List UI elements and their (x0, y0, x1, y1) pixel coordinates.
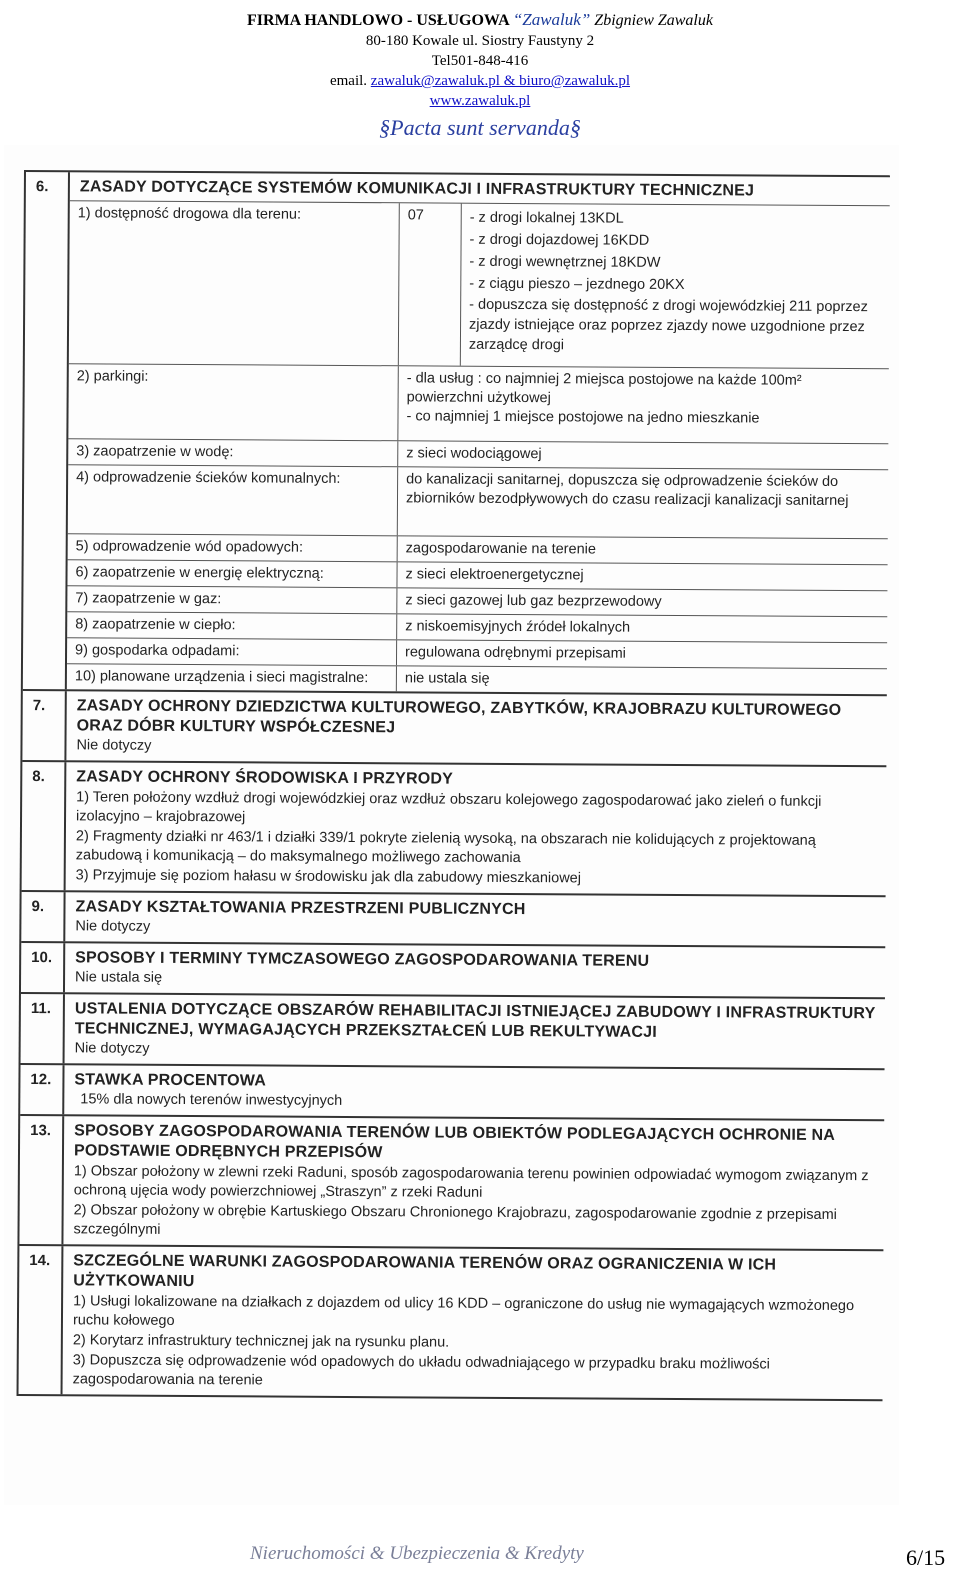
section-12 (20, 1065, 884, 1121)
list-item: - z drogi dojazdowej 16KDD (469, 231, 650, 249)
email-prefix: email. (329, 73, 368, 89)
row-value: z niskoemisyjnych źródeł lokalnych (405, 618, 631, 636)
row-label: 5) odprowadzenie wód opadowych: (68, 534, 398, 561)
section-7 (22, 691, 886, 767)
section-number: 10. (21, 943, 65, 992)
row-label: 9) gospodarka odpadami: (67, 638, 397, 665)
list-item: 1) Obszar położony w zlewni rzeki Raduni, sposób zagospodarowania terenu powinien odpowiadać wymogom związanym z ochroną ujęcia wody powierzchniowej „Straszyn” z rzeki Raduni (73, 1163, 869, 1201)
list-item: 1) Usługi lokalizowane na działkach z dojazdem od ulicy 16 KDD – ograniczone do usług nie wymagających wzmożonego ruchu kołowego (72, 1293, 855, 1329)
section-text: Nie ustala się (75, 969, 163, 986)
section-10 (21, 943, 885, 999)
page-number: 6/15 (906, 1545, 946, 1570)
section-body (64, 1065, 884, 1119)
section-title: ZASADY DOTYCZĄCE SYSTEMÓW KOMUNIKACJI I INFRASTRUKTURY TECHNICZNEJ (79, 178, 755, 200)
row-value: regulowana odrębnymi przepisami (405, 644, 626, 662)
brand-logo: “Zawaluk” (512, 10, 591, 29)
section-text (76, 788, 879, 890)
section-title: ZASADY KSZTAŁTOWANIA PRZESTRZENI PUBLICZNYCH (75, 898, 526, 919)
section-text: Nie dotyczy (76, 737, 152, 754)
list-item: 2) Obszar położony w obrębie Kartuskiego Obszaru Chronionego Krajobrazu, zagospodarowanie zgodnie z przepisami szczególnymi (73, 1202, 837, 1238)
section-number: 14. (19, 1246, 64, 1394)
row-label: 2) parkingi: (68, 364, 398, 440)
section-body (65, 943, 885, 997)
row-label: 1) dostępność drogowa dla terenu: (69, 201, 400, 365)
section-body (67, 172, 890, 694)
row-value: z sieci gazowej lub gaz bezprzewodowy (405, 592, 662, 610)
row-value (398, 366, 888, 443)
scanned-page (4, 145, 899, 1505)
row-value: nie ustala się (404, 670, 490, 687)
row-label: 7) zaopatrzenie w gaz: (67, 586, 397, 613)
section-title: STAWKA PROCENTOWA (74, 1071, 267, 1090)
infrastructure-rows (67, 200, 890, 694)
list-item: 2) Fragmenty działki nr 463/1 i działki 339/1 pokryte zielenią wysoką, na obszarach nie kolidujących z projektowaną zabudową i komunikacją – do maksymalnego możliwego zachowania (75, 828, 816, 867)
address: 80-180 Kowale ul. Siostry Faustyny 2 (365, 33, 595, 49)
parking-rule: - dla usług : co najmniej 2 miejsca postojowe na każde 100m² powierzchni użytkowej (406, 370, 802, 407)
website-link[interactable]: www.zawaluk.pl (429, 93, 531, 109)
list-item: - z drogi lokalnej 13KDL (469, 209, 624, 227)
section-body (65, 892, 885, 946)
section-title: SPOSOBY ZAGOSPODAROWANIA TERENÓW LUB OBIEKTÓW PODLEGAJĄCYCH OCHRONIE NA PODSTAWIE ODRĘBNYCH PRZEPISÓW (73, 1122, 835, 1162)
section-9 (21, 892, 885, 948)
section-title: SZCZEGÓLNE WARUNKI ZAGOSPODAROWANIA TERENÓW ORAZ OGRANICZENIA W ICH UŻYTKOWANIU (73, 1252, 777, 1291)
list-item: 3) Dopuszcza się odprowadzenie wód opadowych do układu odwadniającego w przypadku braku możliwości zagospodarowania na terenie (72, 1352, 770, 1389)
list-item: 2) Korytarz infrastruktury technicznej jak na rysunku planu. (72, 1332, 450, 1351)
company-name: FIRMA HANDLOWO - USŁUGOWA (247, 12, 509, 29)
section-number: 13. (19, 1116, 64, 1244)
section-number: 9. (21, 892, 65, 941)
section-number: 11. (21, 994, 65, 1063)
section-title: SPOSOBY I TERMINY TYMCZASOWEGO ZAGOSPODAROWANIA TERENU (75, 949, 650, 970)
section-title: ZASADY OCHRONY DZIEDZICTWA KULTUROWEGO, ZABYTKÓW, KRAJOBRAZU KULTUROWEGO ORAZ DÓBR KULTURY WSPÓŁCZESNEJ (76, 697, 842, 737)
section-text: Nie dotyczy (74, 1040, 150, 1057)
section-11 (21, 994, 885, 1070)
table-row (69, 201, 890, 369)
section-6 (23, 172, 890, 696)
table-row (68, 364, 888, 444)
section-text (73, 1162, 875, 1244)
row-label: 6) zaopatrzenie w energię elektryczną: (67, 560, 397, 587)
section-text (73, 1292, 876, 1394)
area-code: 07 (399, 203, 462, 365)
row-label: 3) zaopatrzenie w wodę: (68, 439, 398, 466)
list-item: - z ciągu pieszo – jezdnego 20KX (469, 275, 685, 294)
section-text: 15% dla nowych terenów inwestycyjnych (80, 1091, 343, 1109)
row-value: z sieci elektroenergetycznej (405, 566, 584, 584)
email-line (0, 71, 960, 91)
section-title: ZASADY OCHRONY ŚRODOWISKA I PRZYRODY (76, 768, 454, 788)
section-title: USTALENIA DOTYCZĄCE OBSZARÓW REHABILITACJI ISTNIEJĄCEJ ZABUDOWY I INFRASTRUKTURY TECHNICZNEJ, WYMAGAJĄCYCH PRZEKSZTAŁCEŃ LUB REKULTYWACJI (74, 1000, 876, 1041)
section-body (66, 762, 887, 895)
section-13 (19, 1116, 884, 1251)
section-body (66, 691, 886, 765)
section-body (65, 994, 885, 1068)
row-value: do kanalizacji sanitarnej, dopuszcza się odprowadzenie ścieków do zbiorników bezodpływowych do czasu realizacji kanalizacji sanitarnej (405, 471, 849, 510)
section-body (63, 1246, 884, 1399)
section-number: 8. (22, 762, 67, 890)
phone: Tel501-848-416 (431, 53, 529, 69)
section-number: 7. (22, 691, 66, 760)
website-line (0, 91, 960, 111)
table-row (68, 465, 888, 539)
parking-rule: - co najmniej 1 miejsce postojowe na jedno mieszkanie (406, 408, 760, 427)
motto: §Pacta sunt servanda§ (379, 115, 581, 140)
email-link[interactable]: zawaluk@zawaluk.pl & biuro@zawaluk.pl (370, 73, 631, 89)
row-value: zagospodarowanie na terenie (405, 540, 596, 558)
section-8 (22, 762, 887, 897)
list-item: - z drogi wewnętrznej 18KDW (469, 253, 661, 271)
footer-tagline: Nieruchomości & Ubezpieczenia & Kredyty (250, 1543, 584, 1564)
row-value: z sieci wodociągowej (406, 445, 542, 463)
road-access-list (461, 204, 890, 369)
letterhead (0, 0, 960, 141)
section-number: 12. (20, 1065, 64, 1114)
plan-table (17, 170, 890, 1401)
section-number: 6. (23, 172, 70, 689)
row-label: 8) zaopatrzenie w ciepło: (67, 612, 397, 639)
row-label: 4) odprowadzenie ścieków komunalnych: (68, 465, 398, 535)
section-text: Nie dotyczy (75, 918, 151, 935)
owner-name: Zbigniew Zawaluk (594, 12, 713, 29)
table-row (67, 664, 887, 694)
row-label: 10) planowane urządzenia i sieci magistralne: (67, 664, 397, 691)
list-item: 3) Przyjmuje się poziom hałasu w środowisku jak dla zabudowy mieszkaniowej (75, 867, 582, 887)
list-item: 1) Teren położony wzdłuż drogi wojewódzkiej oraz wzdłuż obszaru kolejowego zagospodarować jako zieleń o funkcji izolacyjno – krajobrazowej (76, 789, 822, 826)
section-14 (19, 1246, 884, 1401)
list-item: - dopuszcza się dostępność z drogi wojewódzkiej 211 poprzez zjazdy istniejące oraz poprzez zjazdy nowe uzgodnione przez zarządcę drogi (468, 296, 868, 354)
section-body (63, 1116, 884, 1249)
row-value (399, 203, 890, 368)
company-line (0, 10, 960, 31)
